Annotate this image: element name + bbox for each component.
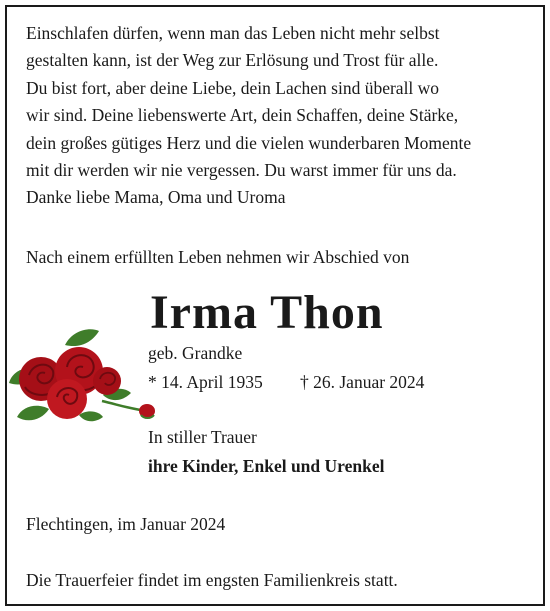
poem-text [26,20,471,212]
poem-line: Einschlafen dürfen, wenn man das Leben nicht mehr selbst [26,23,440,43]
birth-date: * 14. April 1935 [148,372,263,392]
deceased-name: Irma Thon [150,286,384,339]
poem-line: dein großes gütiges Herz und die vielen wunderbaren Momente [26,132,472,153]
ceremony-note: Die Trauerfeier findet im engsten Familienkreis statt. [26,570,398,590]
intro-text: Nach einem erfüllten Leben nehmen wir Abschied von [26,247,410,267]
poem-line: Danke liebe Mama, Oma und Uroma [26,187,286,208]
rose-icon [47,379,87,419]
birth-name: geb. Grandke [148,343,243,363]
mourners-text: ihre Kinder, Enkel und Urenkel [148,456,385,476]
poem-line: gestalten kann, ist der Weg zur Erlösung und Trost für alle. [26,50,439,71]
death-date: † 26. Januar 2024 [300,372,425,392]
poem-line: Du bist fort, aber deine Liebe, dein Lachen sind überall wo [26,77,440,98]
place-date: Flechtingen, im Januar 2024 [26,514,226,534]
red-roses-image [7,325,157,429]
poem-line: mit dir werden wir nie vergessen. Du warst immer für uns da. [26,159,457,180]
rose-icon [93,367,121,395]
mourning-label: In stiller Trauer [148,427,257,447]
poem-line: wir sind. Deine liebenswerte Art, dein Schaffen, deine Stärke, [26,105,459,126]
rosebud-icon [139,404,155,418]
obituary-card [5,5,545,606]
